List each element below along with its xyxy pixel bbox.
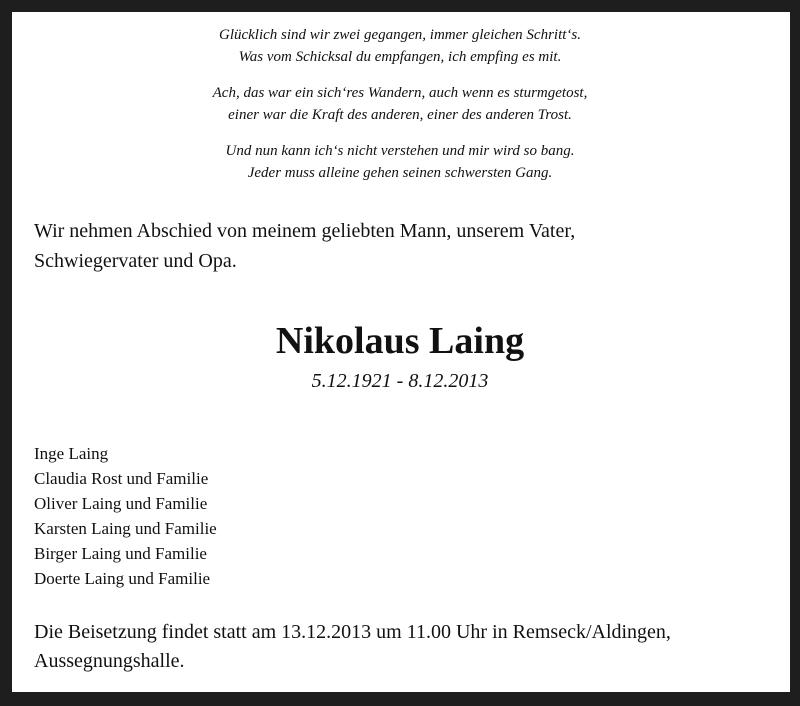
mourner-item: Oliver Laing und Familie <box>34 494 208 513</box>
mourner-item: Inge Laing <box>34 444 109 463</box>
poem-line: Ach, das war ein sich‘res Wandern, auch wenn es sturmgetost, <box>212 85 588 101</box>
poem-line: Jeder muss alleine gehen seinen schwersten Gang. <box>247 165 553 181</box>
mourner-item: Karsten Laing und Familie <box>34 519 217 538</box>
poem-line: Und nun kann ich‘s nicht verstehen und mir wird so bang. <box>225 143 575 159</box>
poem-line: Was vom Schicksal du empfangen, ich empfing es mit. <box>238 49 562 65</box>
poem-stanza-2 <box>0 82 800 126</box>
poem-stanza-1 <box>0 24 800 68</box>
life-dates: 5.12.1921 - 8.12.2013 <box>311 370 489 392</box>
poem-line: Glücklich sind wir zwei gegangen, immer gleichen Schritt‘s. <box>218 27 582 43</box>
funeral-info <box>34 618 774 676</box>
mourner-item: Doerte Laing und Familie <box>34 569 211 588</box>
deceased-name: Nikolaus Laing <box>275 320 525 362</box>
mourners-list <box>34 441 217 591</box>
farewell-line-2: Schwiegervater und Opa. <box>34 250 237 272</box>
farewell-statement <box>34 216 754 276</box>
funeral-line-2: Aussegnungshalle. <box>34 650 185 672</box>
poem <box>0 24 800 198</box>
poem-stanza-3 <box>0 140 800 184</box>
mourner-item: Claudia Rost und Familie <box>34 469 209 488</box>
mourner-item: Birger Laing und Familie <box>34 544 207 563</box>
poem-line: einer war die Kraft des anderen, einer des anderen Trost. <box>228 107 572 123</box>
farewell-line-1: Wir nehmen Abschied von meinem geliebten Mann, unserem Vater, <box>34 220 576 242</box>
funeral-line-1: Die Beisetzung findet statt am 13.12.2013 um 11.00 Uhr in Remseck/Aldingen, <box>34 621 671 643</box>
